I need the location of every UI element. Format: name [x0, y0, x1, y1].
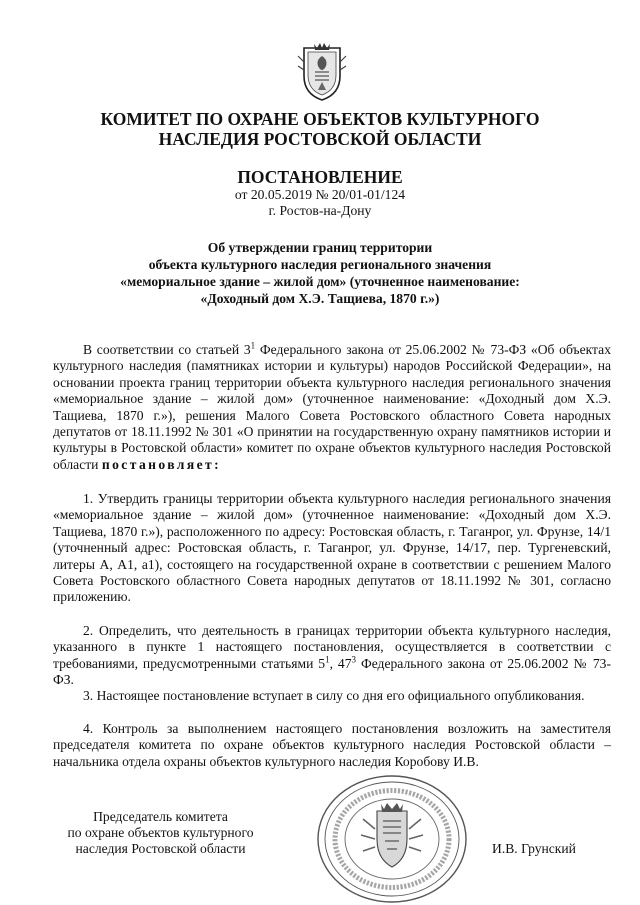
signatory-name: И.В. Грунский	[492, 841, 576, 856]
item-2-text-c: Федерального закона от 25.06.2002 № 73-ФЗ.	[53, 655, 612, 688]
item-4-paragraph: 4. Контроль за выполнением настоящего постановления возложить на заместителя председателя комитета по охране объектов культурного наследия Ростовской области – начальника отдела охраны объектов культурного наследия Коробову И.В.	[53, 721, 611, 769]
item-2-superscript-2: 3	[351, 654, 357, 665]
preamble-paragraph	[53, 342, 611, 473]
decree-city: г. Ростов-на-Дону	[268, 203, 372, 218]
item-2-paragraph	[53, 623, 611, 689]
decree-date-number: от 20.05.2019 № 20/01-01/124	[234, 187, 406, 202]
subject-line3: «мемориальное здание – жилой дом» (уточненное наименование:	[120, 274, 520, 289]
item-1-paragraph: 1. Утвердить границы территории объекта культурного наследия регионального значения «мемориальное здание – жилой дом» (уточненное наименование: «Доходный дом Х.Э. Тащиева, 1870 г.»), расположенного по адресу: Ростовская область, г. Таганрог, ул. Фрунзе, 14/1 (уточненный адрес: Ростовская область, г. Таганрог, ул. Фрунзе, 14/17, пер. Тургеневский, литеры А, А1, а1), состоящего на государственной охране в соответствии с решением Малого Совета Ростовского областного Совета народных депутатов от 18.11.1992 № 301, согласно приложению.	[53, 491, 611, 605]
decree-subject	[40, 239, 600, 307]
official-seal-icon	[315, 773, 469, 905]
committee-name-line2: НАСЛЕДИЯ РОСТОВСКОЙ ОБЛАСТИ	[158, 129, 482, 149]
resolves-word: постановляет:	[101, 456, 222, 472]
subject-line1: Об утверждении границ территории	[207, 240, 433, 255]
item-2-superscript-1: 1	[325, 654, 330, 665]
coat-of-arms-icon	[296, 42, 348, 102]
committee-name	[40, 109, 600, 149]
preamble-text-rest: Федерального закона от 25.06.2002 № 73-ФЗ «Об объектах культурного наследия (памятниках истории и культуры) народов Российской Федерации», на основании проекта границ территории объекта культурного наследия регионального значения «мемориальное здание – жилой дом» (уточненное наименование: «Доходный дом Х.Э. Тащиева, 1870 г.»), решения Малого Совета Ростовского областного Совета народных депутатов от 18.11.1992 № 301 «О принятии на государственную охрану памятников истории и культуры в Ростовской области» комитет по охране объектов культурного наследия Ростовской области	[53, 342, 611, 472]
item-2-text-b: , 47	[329, 655, 352, 671]
signatory-position-line1: Председатель комитета	[93, 809, 228, 824]
preamble-text-start: В соответствии со статьей 3	[83, 342, 251, 357]
item-2-text-a: 2. Определить, что деятельность в границах территории объекта культурного наследия, указанного в пункте 1 настоящего постановления, осуществляется в соответствии с требованиями, предусмотренными статьями 5	[53, 623, 611, 671]
item-3-paragraph: 3. Настоящее постановление вступает в силу со дня его официального опубликования.	[83, 688, 585, 703]
signatory-position-line2: по охране объектов культурного	[67, 825, 254, 840]
document-type-title: ПОСТАНОВЛЕНИЕ	[237, 167, 403, 187]
committee-name-line1: КОМИТЕТ ПО ОХРАНЕ ОБЪЕКТОВ КУЛЬТУРНОГО	[100, 109, 540, 129]
signatory-position	[48, 809, 273, 857]
subject-line2: объекта культурного наследия регионального значения	[148, 257, 492, 272]
subject-line4: «Доходный дом Х.Э. Тащиева, 1870 г.»)	[200, 291, 440, 306]
preamble-superscript: 1	[250, 340, 256, 351]
signatory-position-line3: наследия Ростовской области	[75, 841, 246, 856]
